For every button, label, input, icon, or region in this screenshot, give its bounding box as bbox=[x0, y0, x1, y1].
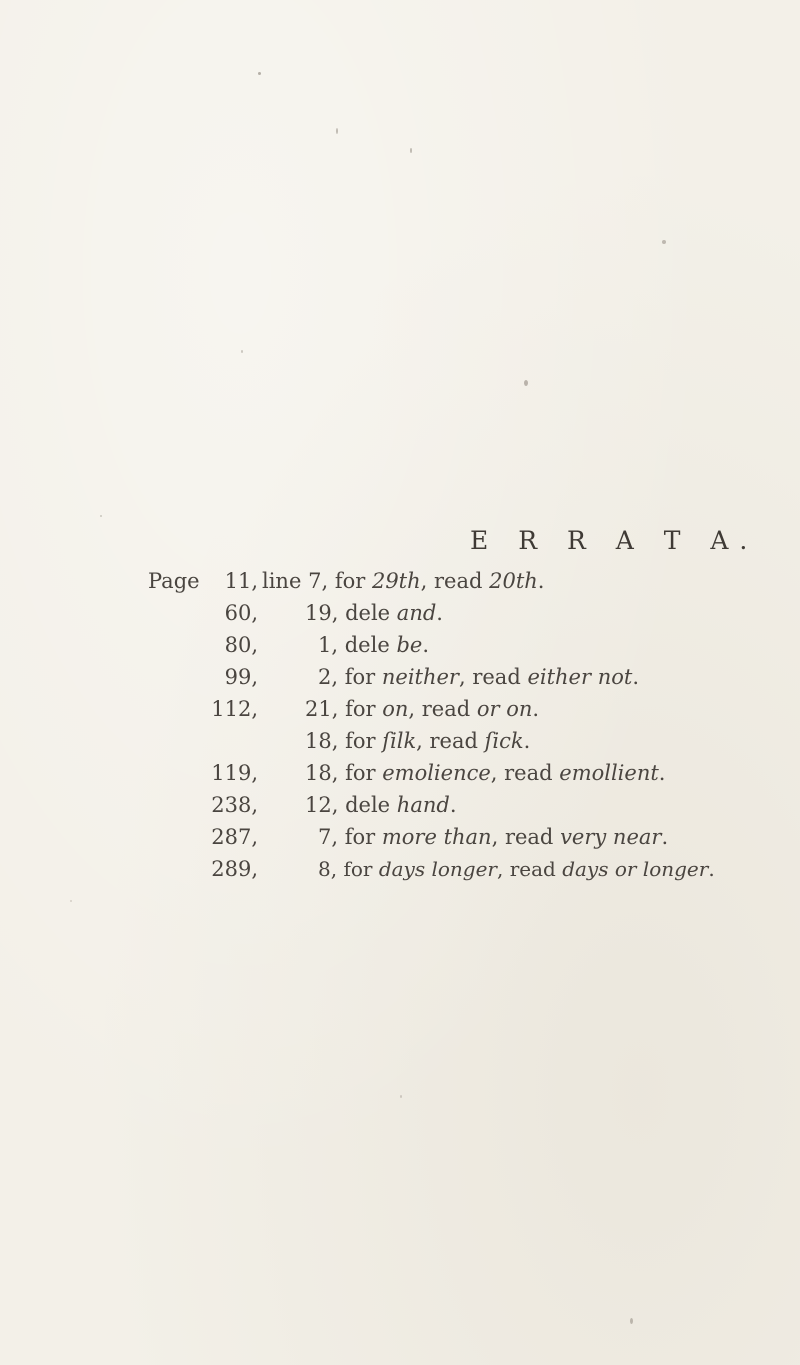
line-number: 7, bbox=[318, 825, 339, 849]
wrong-text: 29th bbox=[371, 569, 421, 593]
read-word: , read bbox=[458, 665, 528, 689]
right-text: or on bbox=[476, 697, 533, 721]
right-text: very near bbox=[560, 825, 662, 849]
errata-detail bbox=[305, 693, 539, 725]
end-mark: . bbox=[436, 601, 443, 625]
speck bbox=[410, 148, 412, 153]
correction-verb: dele bbox=[345, 793, 397, 817]
end-mark: . bbox=[632, 665, 639, 689]
wrong-text: and bbox=[396, 601, 437, 625]
right-text: either not bbox=[527, 665, 633, 689]
speck bbox=[662, 240, 666, 244]
line-prefix: line bbox=[262, 569, 302, 593]
line-number: 8, bbox=[318, 857, 338, 881]
line-number: 2, bbox=[318, 665, 339, 689]
line-number: 1, bbox=[318, 633, 339, 657]
correction-verb: for bbox=[344, 825, 382, 849]
wrong-text: emolience bbox=[382, 761, 491, 785]
errata-row bbox=[0, 821, 800, 853]
errata-detail bbox=[305, 725, 530, 757]
end-mark: . bbox=[532, 697, 540, 721]
errata-detail bbox=[318, 629, 429, 661]
end-mark: . bbox=[449, 793, 457, 817]
end-mark: . bbox=[658, 761, 666, 785]
errata-detail bbox=[262, 565, 544, 597]
line-number: 21, bbox=[305, 697, 339, 721]
errata-row bbox=[0, 565, 800, 597]
end-mark: . bbox=[661, 825, 669, 849]
wrong-text: neither bbox=[381, 665, 459, 689]
wrong-text: on bbox=[382, 697, 409, 721]
read-word: , read bbox=[416, 729, 485, 753]
line-number: 18, bbox=[305, 761, 339, 785]
wrong-text: more than bbox=[381, 825, 492, 849]
correction-verb: for bbox=[343, 857, 379, 881]
page-number: 99, bbox=[224, 665, 258, 689]
right-text: emollient bbox=[559, 761, 659, 785]
speck bbox=[400, 1095, 402, 1098]
page-number: 80, bbox=[224, 633, 258, 657]
page-number: 238, bbox=[211, 793, 258, 817]
wrong-text: hand bbox=[396, 793, 450, 817]
end-mark: . bbox=[708, 857, 715, 881]
errata-row bbox=[0, 725, 800, 757]
errata-detail bbox=[318, 853, 715, 885]
wrong-text: ſilk bbox=[382, 729, 417, 753]
errata-detail bbox=[318, 821, 668, 853]
page-number: 11, bbox=[224, 569, 258, 593]
wrong-text: days longer bbox=[378, 857, 497, 881]
page-number: 60, bbox=[224, 601, 258, 625]
errata-row bbox=[0, 597, 800, 629]
correction-verb: dele bbox=[345, 601, 397, 625]
speck bbox=[258, 72, 261, 75]
page-number: 287, bbox=[211, 825, 258, 849]
correction-verb: for bbox=[345, 729, 383, 753]
read-word: , read bbox=[408, 697, 477, 721]
end-mark: . bbox=[422, 633, 429, 657]
speck bbox=[100, 515, 102, 517]
speck bbox=[630, 1318, 633, 1324]
errata-detail bbox=[318, 661, 639, 693]
speck bbox=[70, 900, 72, 902]
page-number: 289, bbox=[211, 857, 258, 881]
correction-verb: for bbox=[345, 761, 383, 785]
errata-row bbox=[0, 629, 800, 661]
errata-row bbox=[0, 789, 800, 821]
page-number: 119, bbox=[211, 761, 258, 785]
line-number: 19, bbox=[305, 601, 339, 625]
errata-title: E R R A T A. bbox=[470, 526, 759, 555]
read-word: , read bbox=[490, 761, 560, 785]
correction-verb: for bbox=[345, 697, 383, 721]
read-word: , read bbox=[497, 857, 563, 881]
errata-row bbox=[0, 853, 800, 885]
correction-verb: for bbox=[334, 569, 372, 593]
line-number: 7, bbox=[308, 569, 329, 593]
page-prefix: Page bbox=[148, 569, 200, 593]
right-text: ſick bbox=[484, 729, 524, 753]
read-word: , read bbox=[491, 825, 561, 849]
page-number: 112, bbox=[211, 697, 258, 721]
wrong-text: be bbox=[396, 633, 423, 657]
speck bbox=[336, 128, 338, 134]
right-text: 20th bbox=[489, 569, 538, 593]
errata-detail bbox=[305, 597, 443, 629]
errata-row bbox=[0, 757, 800, 789]
errata-row bbox=[0, 661, 800, 693]
read-word: , read bbox=[420, 569, 490, 593]
errata-detail bbox=[305, 789, 457, 821]
line-number: 18, bbox=[305, 729, 339, 753]
end-mark: . bbox=[537, 569, 545, 593]
errata-row bbox=[0, 693, 800, 725]
end-mark: . bbox=[523, 729, 531, 753]
right-text: days or longer bbox=[562, 857, 709, 881]
speck bbox=[524, 380, 528, 386]
errata-detail bbox=[305, 757, 665, 789]
correction-verb: for bbox=[344, 665, 382, 689]
correction-verb: dele bbox=[344, 633, 397, 657]
speck bbox=[241, 350, 243, 353]
line-number: 12, bbox=[305, 793, 339, 817]
